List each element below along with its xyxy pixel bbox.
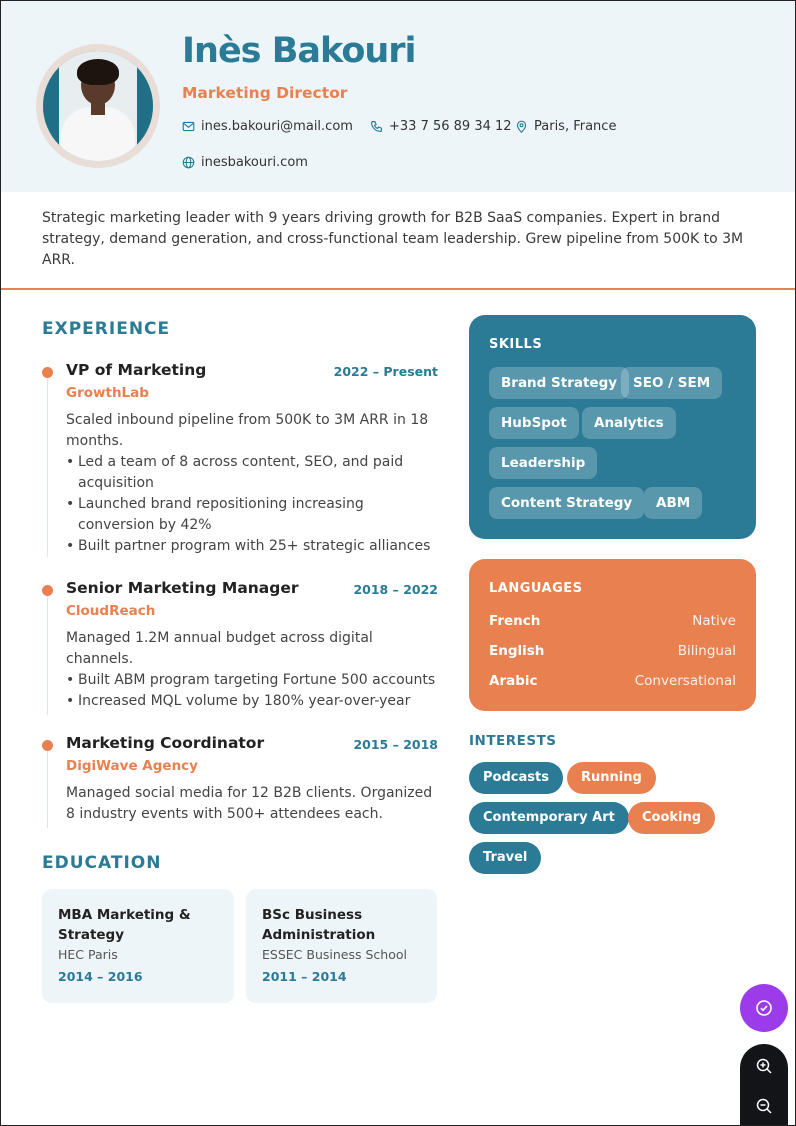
education-card <box>246 889 437 1003</box>
language-level: Bilingual <box>677 643 736 659</box>
job-bullet: • Increased MQL volume by 180% year-over-year <box>66 691 438 712</box>
candidate-role: Marketing Director <box>182 84 348 102</box>
phone-text: +33 7 56 89 34 12 <box>389 119 512 134</box>
language-name: French <box>489 613 541 629</box>
location-pin-icon <box>515 120 528 133</box>
check-circle-icon <box>755 999 773 1017</box>
interest-tag: Cooking <box>628 802 715 834</box>
language-level: Native <box>692 613 736 629</box>
job-title: Marketing Coordinator <box>66 734 265 752</box>
mail-icon <box>182 120 195 133</box>
skill-tag: HubSpot <box>489 407 579 439</box>
phone-icon <box>370 120 383 133</box>
job-title: Senior Marketing Manager <box>66 579 299 597</box>
job-bullet: • Launched brand repositioning increasing conversion by 42% <box>66 494 438 536</box>
check-button[interactable] <box>740 984 788 1032</box>
skill-tag: Brand Strategy <box>489 367 629 399</box>
job-company: DigiWave Agency <box>66 758 198 774</box>
job-entry <box>42 361 438 557</box>
location-text: Paris, France <box>534 119 617 134</box>
skills-heading: SKILLS <box>489 337 543 352</box>
zoom-out-icon <box>755 1097 773 1115</box>
contact-website[interactable] <box>182 155 308 170</box>
language-level: Conversational <box>634 673 736 689</box>
zoom-in-button[interactable] <box>752 1054 776 1078</box>
timeline-line <box>47 375 48 557</box>
timeline-dot <box>42 367 53 378</box>
job-bullet: • Led a team of 8 across content, SEO, and paid acquisition <box>66 452 438 494</box>
zoom-in-icon <box>755 1057 773 1075</box>
job-title: VP of Marketing <box>66 361 207 379</box>
profile-photo <box>43 51 153 161</box>
job-company: CloudReach <box>66 603 156 619</box>
skill-tag: Analytics <box>582 407 676 439</box>
skill-tag: Leadership <box>489 447 597 479</box>
job-dates: 2015 – 2018 <box>353 737 438 752</box>
interest-tag: Running <box>567 762 656 794</box>
job-summary: Managed social media for 12 B2B clients. Organized 8 industry events with 500+ attendees each. <box>66 785 433 822</box>
email-text: ines.bakouri@mail.com <box>201 119 353 134</box>
job-summary: Managed 1.2M annual budget across digital channels. <box>66 630 373 667</box>
timeline-dot <box>42 585 53 596</box>
school: ESSEC Business School <box>262 947 407 962</box>
skill-tag: ABM <box>644 487 702 519</box>
section-divider <box>1 288 796 290</box>
timeline-line <box>47 593 48 715</box>
education-heading: EDUCATION <box>42 853 162 873</box>
skill-tag: SEO / SEM <box>621 367 722 399</box>
skills-panel <box>469 315 756 539</box>
job-bullet: • Built partner program with 25+ strategic alliances <box>66 536 438 557</box>
avatar <box>36 44 160 168</box>
resume-header <box>1 1 796 192</box>
website-text: inesbakouri.com <box>201 155 308 170</box>
job-description <box>66 628 438 712</box>
globe-icon <box>182 156 195 169</box>
interest-tag: Travel <box>469 842 541 874</box>
timeline-line <box>47 748 48 828</box>
profile-summary: Strategic marketing leader with 9 years driving growth for B2B SaaS companies. Expert in brand strategy, demand generation, and cross-functional team leadership. Grew pipeline from 500K to 3M ARR. <box>42 210 744 268</box>
languages-heading: LANGUAGES <box>489 581 583 596</box>
school: HEC Paris <box>58 947 118 962</box>
education-card <box>42 889 234 1003</box>
interests-heading: INTERESTS <box>469 733 557 749</box>
languages-panel <box>469 559 756 711</box>
degree: BSc Business Administration <box>262 907 376 943</box>
job-entry <box>42 579 438 714</box>
skill-tag: Content Strategy <box>489 487 644 519</box>
job-entry <box>42 734 438 829</box>
interest-tag: Contemporary Art <box>469 802 629 834</box>
experience-heading: EXPERIENCE <box>42 319 171 339</box>
contact-email[interactable] <box>182 119 353 134</box>
job-dates: 2022 – Present <box>333 364 438 379</box>
language-name: English <box>489 643 545 659</box>
job-bullets <box>66 670 438 712</box>
job-company: GrowthLab <box>66 385 149 401</box>
degree: MBA Marketing & Strategy <box>58 907 191 943</box>
zoom-controls <box>740 1044 788 1126</box>
job-description <box>66 410 438 557</box>
candidate-name: Inès Bakouri <box>182 31 416 71</box>
education-years: 2014 – 2016 <box>58 969 143 984</box>
contact-location <box>515 119 616 134</box>
zoom-out-button[interactable] <box>752 1094 776 1118</box>
interest-tag: Podcasts <box>469 762 563 794</box>
job-description <box>66 783 438 825</box>
job-summary: Scaled inbound pipeline from 500K to 3M ARR in 18 months. <box>66 412 429 449</box>
job-bullet: • Built ABM program targeting Fortune 500 accounts <box>66 670 438 691</box>
language-name: Arabic <box>489 673 538 689</box>
job-dates: 2018 – 2022 <box>353 582 438 597</box>
job-bullets <box>66 452 438 557</box>
education-years: 2011 – 2014 <box>262 969 347 984</box>
timeline-dot <box>42 740 53 751</box>
contact-phone[interactable] <box>370 119 512 134</box>
